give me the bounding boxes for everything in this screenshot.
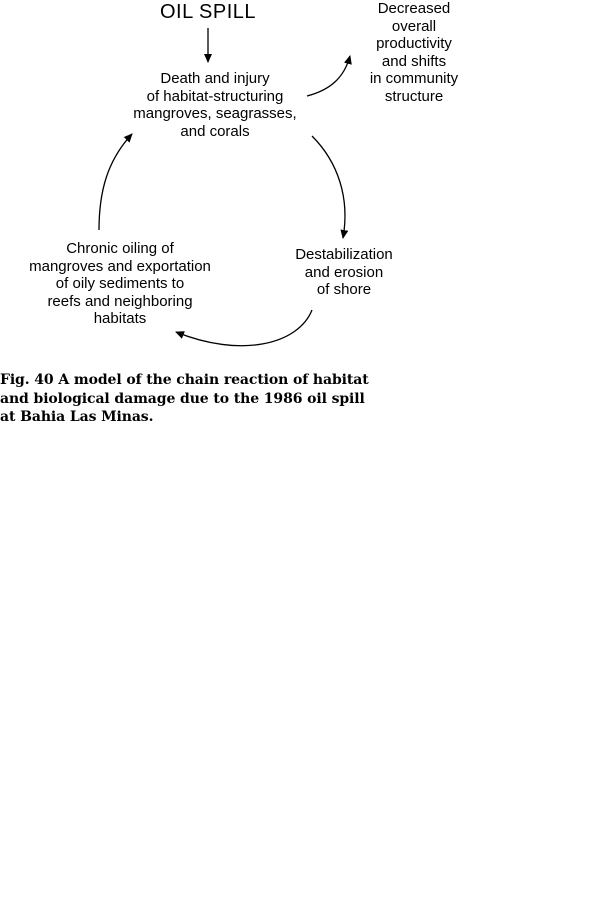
chronic-line-3: of oily sediments to <box>55 275 185 292</box>
productivity-line-6: structure <box>384 87 444 105</box>
oil-spill-label: OIL SPILL <box>159 1 257 23</box>
productivity-line-2: overall <box>391 17 437 35</box>
caption-line-1: Fig. 40 A model of the chain reaction of habitat <box>0 372 369 388</box>
decreased-productivity-node <box>352 0 476 105</box>
death-injury-line-3: mangroves, seagrasses, <box>133 105 297 122</box>
oil-spill-title <box>148 1 268 23</box>
figure-caption <box>0 371 430 427</box>
chronic-line-2: mangroves and exportation <box>29 257 211 275</box>
productivity-line-4: and shifts <box>381 52 447 70</box>
destabilization-node <box>280 246 408 299</box>
chronic-line-1: Chronic oiling of <box>66 240 174 257</box>
destabilization-line-2: and erosion <box>304 263 384 281</box>
destabilization-line-1: Destabilization <box>295 246 393 263</box>
destabilization-line-3: of shore <box>316 281 372 298</box>
arrow-death-to-destabilization <box>312 136 345 238</box>
death-injury-node <box>104 70 326 140</box>
productivity-line-3: productivity <box>376 35 452 52</box>
chronic-line-4: reefs and neighboring <box>47 292 193 310</box>
chronic-oiling-node <box>2 240 238 328</box>
caption-line-2: and biological damage due to the 1986 oil spill <box>0 390 365 407</box>
death-injury-line-4: and corals <box>180 122 250 140</box>
death-injury-line-2: of habitat-structuring <box>146 87 284 105</box>
caption-line-3: at Bahia Las Minas. <box>0 409 154 425</box>
productivity-line-5: in community <box>369 70 459 87</box>
productivity-line-1: Decreased <box>377 0 451 17</box>
arrow-chronic-to-death <box>99 134 132 230</box>
chronic-line-5: habitats <box>93 310 147 327</box>
death-injury-line-1: Death and injury <box>160 70 270 87</box>
